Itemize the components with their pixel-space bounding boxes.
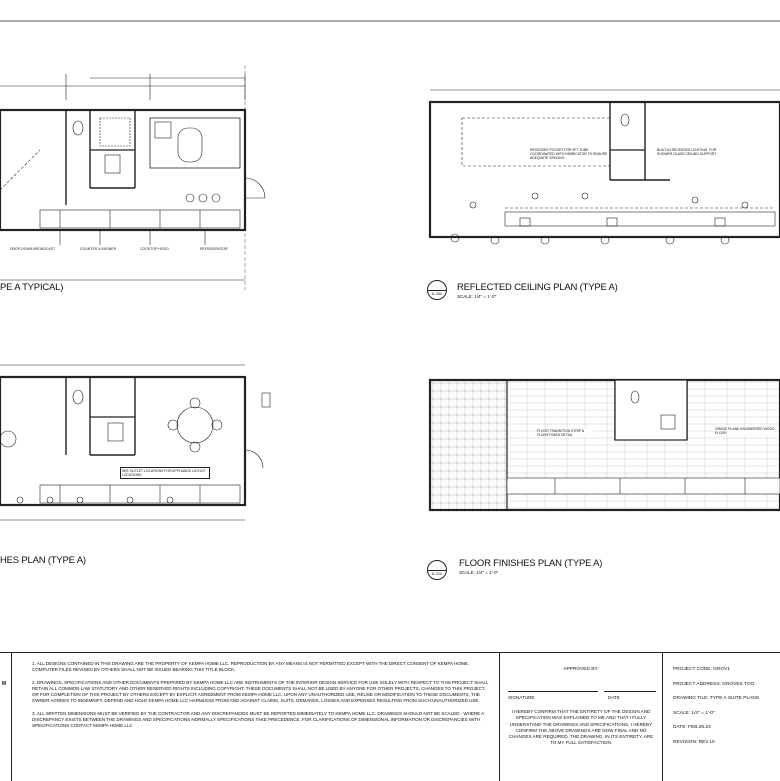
rcp-title: REFLECTED CEILING PLAN (TYPE A) [457, 282, 618, 293]
note-3: 3. ALL WRITTEN DIMENSIONS MUST BE VERIFIED BY THE CONTRACTOR AND ANY DISCREPANCIES MUST BE REPORTED IMMEDIATELY TO KEMPA HOME LLC. DRAWINGS SHOULD NOT BE SCALED - WHERE A DISCREPANCY EXISTS BETWEEN THE DRAWINGS AND SPECIFICATIONS NORMALLY SPECIFICATIONS TAKE PRECEDENCE. FOR CLARIFICATIONS OF DIMENSIONAL INFORMATION OR DISCREPANCIES WITH SPECIFICATIONS CONTACT KEMPA HOME LLC [32, 711, 484, 728]
brand-cell [0, 653, 12, 781]
rcp-drawing [425, 80, 780, 260]
drawing-revision: REVISION: REV.10 [673, 739, 715, 745]
svg-text:DROP-DOWN BROADCAST: DROP-DOWN BROADCAST [10, 247, 56, 251]
rcp-scale: SCALE: 1/4" = 1'-0" [457, 294, 497, 299]
project-code: PROJECT CODE: GROV1 [673, 667, 730, 672]
finishes-note-plank: GRAGE PLANK ENGINEERED WOOD FLOOR [715, 427, 775, 436]
furniture-plan-title: PE A TYPICAL) [0, 282, 64, 293]
finishes-note-transition: FLOOR TRANSITION STRIP & FLUSH FINISH DETAIL [537, 429, 592, 437]
finishes-title: FLOOR FINISHES PLAN (TYPE A) [459, 558, 603, 569]
note-2: 2. DRAWINGS, SPECIFICATIONS AND OTHER DOCUMENTS PREPARED BY KEMPA HOME LLC ARE INSTRUMENTS OF THE INTERIOR DESIGN SERVICE FOR USE SOLELY WITH RESPECT TO THIS PROJECT SHALL RETAIN ALL COMMON LAW STATUTORY AND OTHER RESERVED RIGHTS INCLUDING COPYRIGHT. THESE DOCUMENTS SHALL NOT BE USED BY ANYONE FOR OTHER PROJECTS, CHANGES TO THIS PROJECT, OR FOR COMPLETION OF THIS PROJECT BY OTHERS EXCEPT BY EXPLICIT AGREEMENT FROM KEMPA HOME LLC. UPON ANY UNAUTHORIZED USE, REUSE OR MODIFICATION TO THESE DOCUMENTS, THE OWNER AGREES TO INDEMNIFY, DEFEND AND HOLD KEMPA HOME LLC HARMLESS FROM AND AGAINST CLAIMS, SUITS, DEMANDS, LOSSES AND EXPENSES RESULTING FROM SUCH UNAUTHORIZED USE. [32, 680, 489, 703]
title-block [0, 652, 780, 781]
date-line [604, 691, 656, 692]
signature-line [508, 691, 598, 692]
approval-block [500, 653, 663, 781]
floor-finishes-plan [425, 375, 780, 576]
furniture-plan-drawing [0, 60, 300, 290]
drawing-date: DATE: FEB.28.24 [673, 725, 711, 730]
furniture-plan [0, 60, 300, 293]
rcp-note-lighting: BUILT-IN RECESSED LIGHTING, FOR SHOWER GLASS CEILING SUPPORT [657, 148, 717, 157]
finishes-scale: SCALE: 1/4" = 1'-0" [459, 570, 499, 575]
sheet-border [0, 0, 780, 30]
date-label: DATE [608, 695, 620, 700]
rcp-note-pocket: RECESSED POCKET FOR 3FT TUBE COORDINATED WITH FABRICATOR TO ENSURE ADEQUATE SPACING [530, 148, 608, 161]
finishes-section-tag: A-210 [427, 560, 447, 580]
rcp-section-tag: A-200 [427, 280, 447, 300]
note-1: 1. ALL DESIGNS CONTAINED IN THIS DRAWING ARE THE PROPERTY OF KEMPA HOME LLC. REPRODUCTION BY ANY MEANS IS NOT PERMITTED EXCEPT WITH THE DIRECT CONSENT OF KEMPA HOME. COMPUTER FILES REVISED BY OTHERS SHALL NOT BE ISSUED BEARING THIS TITLE BLOCK. [32, 661, 469, 672]
approved-by-heading: APPROVED BY: [563, 667, 599, 672]
furnishes-plan-title: HES PLAN (TYPE A) [0, 555, 86, 566]
svg-text:REFRIGERATOR: REFRIGERATOR [200, 247, 228, 251]
reflected-ceiling-plan [425, 80, 780, 299]
furnishes-plan [0, 355, 300, 566]
general-notes [12, 653, 500, 781]
brand-logo: M [2, 681, 7, 687]
drawing-scale: SCALE: 1/4" = 1'-0" [673, 710, 715, 716]
signature-label: SIGNATURE [508, 695, 535, 700]
svg-text:COOKTOP HOOD: COOKTOP HOOD [140, 247, 169, 251]
furnishes-note-outlets: SEE OUTLET LOCATIONS FOR APPLIANCE LAYOUT LOCATIONS [120, 467, 210, 479]
project-info [663, 653, 780, 781]
project-address: PROJECT ADDRESS: GROVES TOO [673, 681, 755, 687]
floor-finishes-drawing [425, 375, 780, 535]
approval-confirmation: I HEREBY CONFIRM THAT THE ENTIRETY OF THE DESIGN AND SPECIFICATION WAS EXPLAINED TO ME AND THAT I FULLY UNDERSTAND THE DRAWINGS AND SPECIFICATIONS. I HEREBY CONFIRM THE ABOVE DRAWINGS ARE NOW FINAL AND NO CHANGES ARE REQUIRED. THE DRAWING, IN ITS ENTIRETY, ARE TO MY FULL SATISFACTION. [508, 709, 654, 746]
furnishes-plan-drawing [0, 355, 300, 555]
drawing-title: DRAWING TILE: TYPE A SUITE PLANS [673, 696, 760, 701]
svg-text:COUNTER 4-BURNER: COUNTER 4-BURNER [80, 247, 117, 251]
